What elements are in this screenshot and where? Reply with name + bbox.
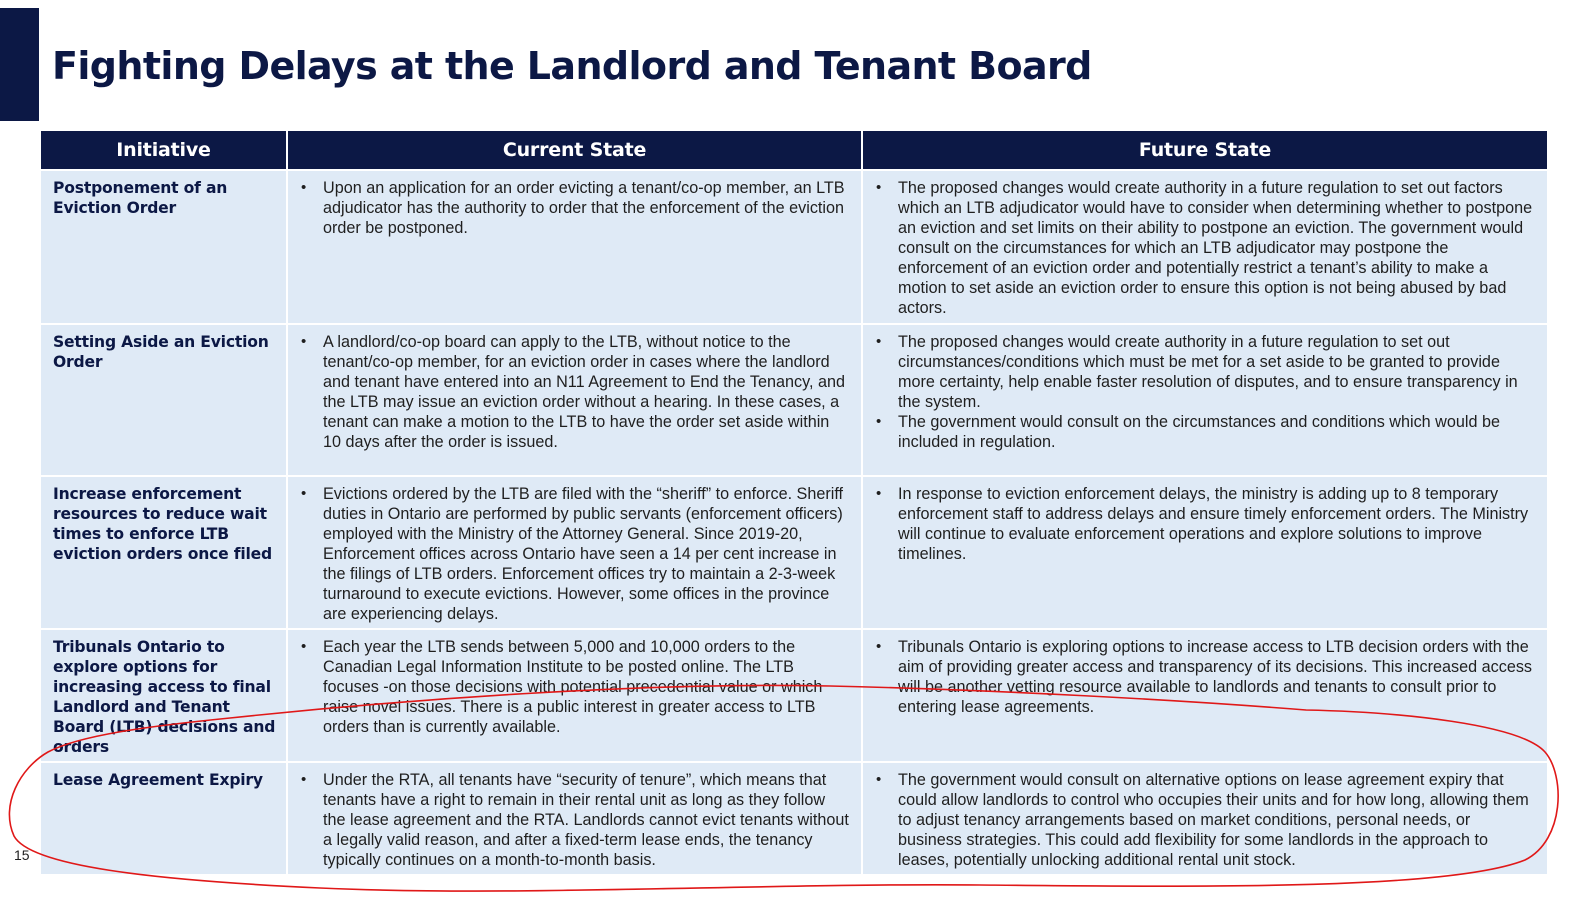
future-state-cell bbox=[863, 630, 1547, 761]
future-state-list bbox=[873, 770, 1537, 870]
current-state-list bbox=[298, 637, 851, 737]
future-state-list bbox=[873, 178, 1537, 318]
table-row bbox=[41, 630, 1547, 761]
initiative-cell: Increase enforcement resources to reduce wait times to enforce LTB eviction orders once filed bbox=[41, 477, 286, 628]
table-row bbox=[41, 325, 1547, 475]
page-title: Fighting Delays at the Landlord and Tenant Board bbox=[52, 44, 1092, 88]
table-row bbox=[41, 477, 1547, 628]
title-accent-bar bbox=[0, 8, 39, 121]
current-state-cell bbox=[288, 630, 861, 761]
future-state-cell bbox=[863, 763, 1547, 874]
current-state-cell bbox=[288, 171, 861, 323]
list-item: • The government would consult on alternative options on lease agreement expiry that could allow landlords to control who occupies their units and for how long, allowing them to adjust tenancy arrangements based on market conditions, personal needs, or business strategies. This could add flexibility for some landlords in the approach to leases, potentially unlocking additional rental unit stock. bbox=[898, 770, 1537, 870]
future-state-cell bbox=[863, 325, 1547, 475]
list-item: • Upon an application for an order evicting a tenant/co-op member, an LTB adjudicator has the authority to order that the enforcement of the eviction order be postponed. bbox=[323, 178, 851, 238]
list-item: • In response to eviction enforcement delays, the ministry is adding up to 8 temporary enforcement staff to address delays and ensure timely enforcement orders. The Ministry will continue to evaluate enforcement operations and explore solutions to improve timelines. bbox=[898, 484, 1537, 564]
initiative-cell: Tribunals Ontario to explore options for increasing access to final Landlord and Tenant Board (LTB) decisions and orders bbox=[41, 630, 286, 761]
current-state-list bbox=[298, 770, 851, 870]
list-item: • Evictions ordered by the LTB are filed with the “sheriff” to enforce. Sheriff duties in Ontario are performed by public servants (enforcement officers) employed with the Ministry of the Attorney General. Since 2019-20, Enforcement offices across Ontario have seen a 14 per cent increase in the filings of LTB orders. Enforcement offices try to maintain a 2-3-week turnaround to execute evictions. However, some offices in the province are experiencing delays. bbox=[323, 484, 851, 624]
future-state-list bbox=[873, 484, 1537, 564]
current-state-cell bbox=[288, 477, 861, 628]
current-state-cell bbox=[288, 763, 861, 874]
list-item: • The proposed changes would create authority in a future regulation to set out factors which an LTB adjudicator would have to consider when determining whether to postpone an eviction and set limits on their ability to postpone an eviction. The government would consult on the circumstances for which an LTB adjudicator may postpone the enforcement of an eviction order and potentially restrict a tenant’s ability to make a motion to set aside an eviction order to ensure this option is not being abused by bad actors. bbox=[898, 178, 1537, 318]
header-initiative: Initiative bbox=[41, 131, 286, 169]
current-state-list bbox=[298, 484, 851, 624]
list-item: • Each year the LTB sends between 5,000 and 10,000 orders to the Canadian Legal Information Institute to be posted online. The LTB focuses -on those decisions with potential precedential value or which raise novel issues. There is a public interest in greater access to LTB orders than is currently available. bbox=[323, 637, 851, 737]
future-state-cell bbox=[863, 477, 1547, 628]
list-item: • The government would consult on the circumstances and conditions which would be included in regulation. bbox=[898, 412, 1537, 452]
future-state-cell bbox=[863, 171, 1547, 323]
current-state-cell bbox=[288, 325, 861, 475]
header-current-state: Current State bbox=[288, 131, 861, 169]
table-row bbox=[41, 763, 1547, 874]
current-state-list bbox=[298, 178, 851, 238]
future-state-list bbox=[873, 332, 1537, 452]
table-row bbox=[41, 171, 1547, 323]
header-future-state: Future State bbox=[863, 131, 1547, 169]
list-item: • Under the RTA, all tenants have “security of tenure”, which means that tenants have a right to remain in their rental unit as long as they follow the lease agreement and the RTA. Landlords cannot evict tenants without a legally valid reason, and after a fixed-term lease ends, the tenancy typically continues on a month-to-month basis. bbox=[323, 770, 851, 870]
initiatives-table bbox=[39, 129, 1549, 876]
initiative-cell: Postponement of an Eviction Order bbox=[41, 171, 286, 323]
initiative-cell: Setting Aside an Eviction Order bbox=[41, 325, 286, 475]
initiative-cell: Lease Agreement Expiry bbox=[41, 763, 286, 874]
list-item: • Tribunals Ontario is exploring options to increase access to LTB decision orders with the aim of providing greater access and transparency of its decisions. This increased access will be another vetting resource available to landlords and tenants to consult prior to entering lease agreements. bbox=[898, 637, 1537, 717]
future-state-list bbox=[873, 637, 1537, 717]
current-state-list bbox=[298, 332, 851, 452]
list-item: • The proposed changes would create authority in a future regulation to set out circumstances/conditions which must be met for a set aside to be granted to provide more certainty, help enable faster resolution of disputes, and to ensure transparency in the system. bbox=[898, 332, 1537, 412]
list-item: • A landlord/co-op board can apply to the LTB, without notice to the tenant/co-op member, for an eviction order in cases where the landlord and tenant have entered into an N11 Agreement to End the Tenancy, and the LTB may issue an eviction order without a hearing. In these cases, a tenant can make a motion to the LTB to have the order set aside within 10 days after the order is issued. bbox=[323, 332, 851, 452]
page-number: 15 bbox=[14, 847, 30, 863]
table-header-row bbox=[41, 131, 1547, 169]
